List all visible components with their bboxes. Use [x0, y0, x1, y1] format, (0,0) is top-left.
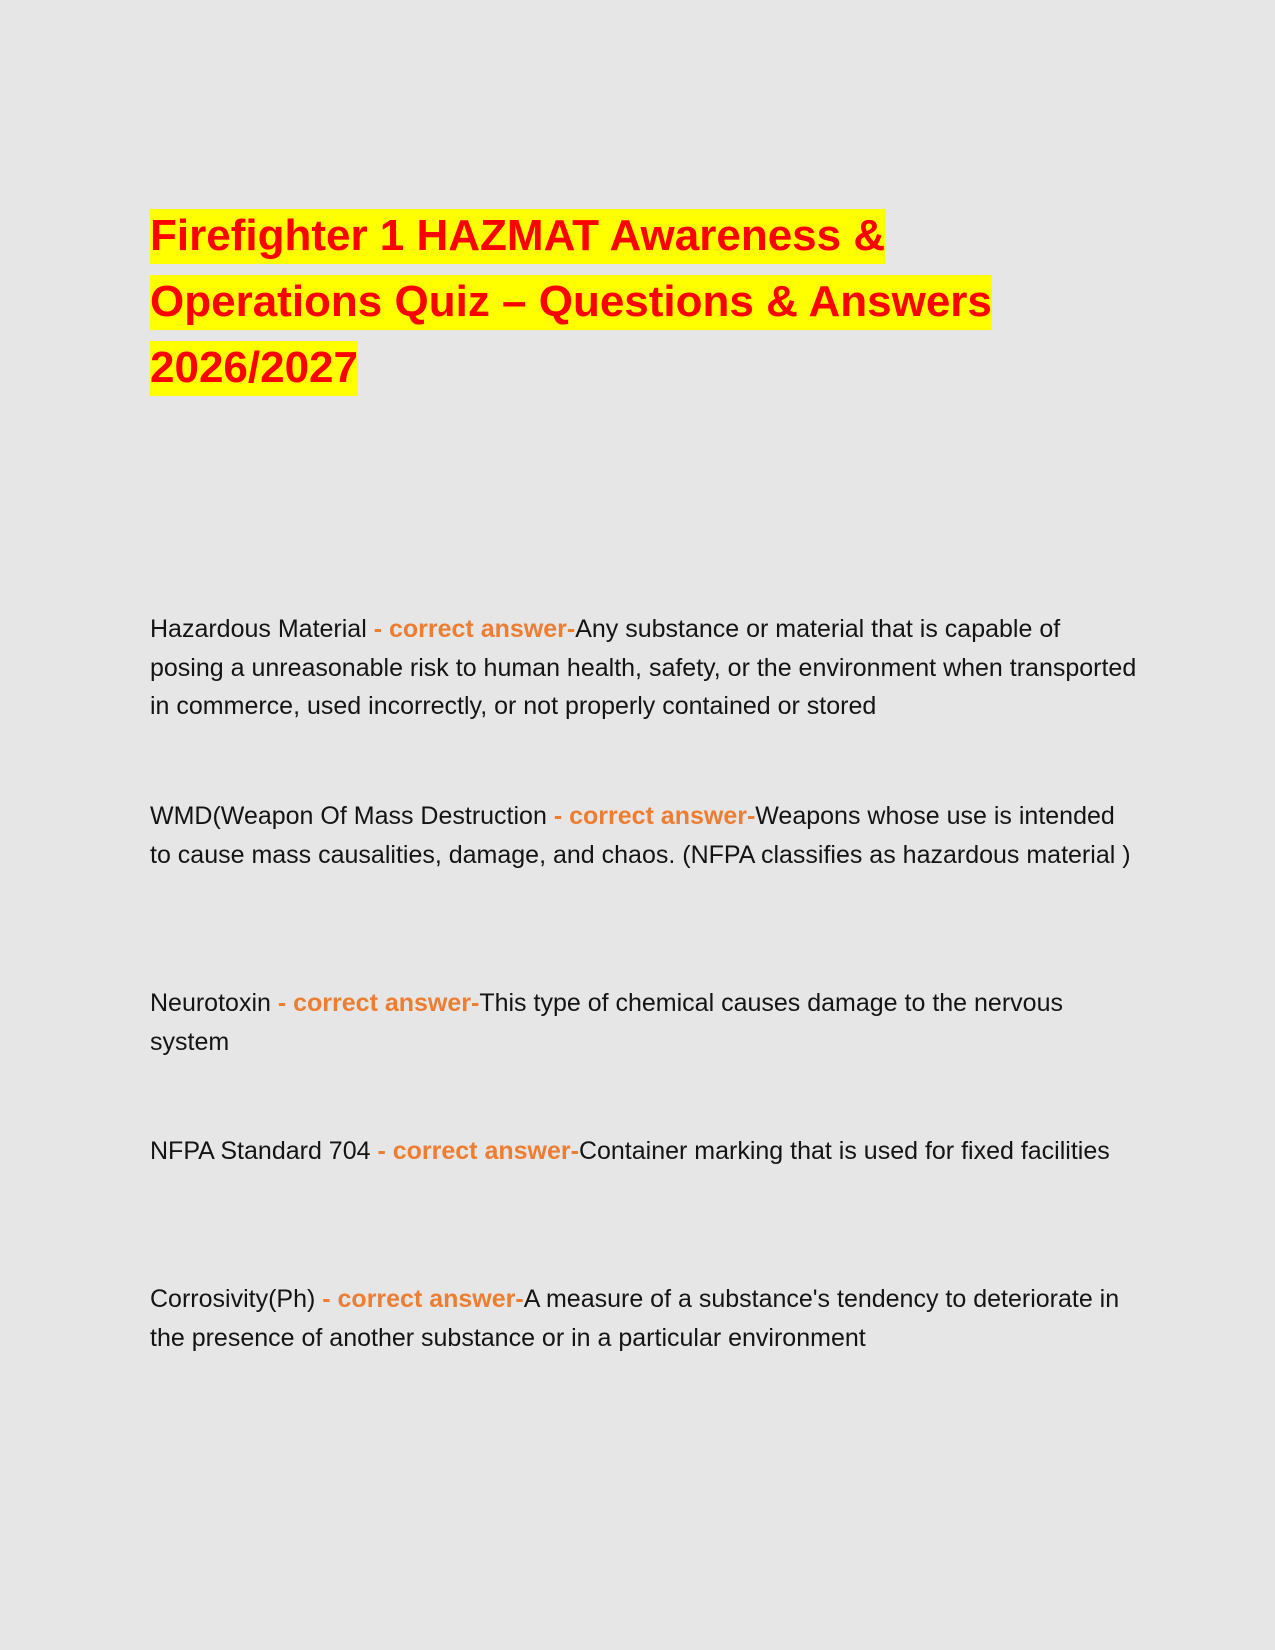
qa-term: Hazardous Material — [150, 615, 374, 643]
qa-separator: - correct answer- — [322, 1285, 524, 1313]
qa-definition: A measure of a substance's tendency to deteriorate in the presence of another substance or in a particular environment — [150, 1285, 1120, 1352]
title-line-1: Firefighter 1 HAZMAT Awareness & — [150, 209, 885, 264]
qa-separator: - correct answer- — [277, 989, 480, 1017]
qa-definition: Weapons whose use is intended to cause mass causalities, damage, and chaos. (NFPA classifies as hazardous material ) — [150, 802, 1131, 869]
qa-definition: Any substance or material that is capable of posing a unreasonable risk to human health, safety, or the environment when transported in commerce, used incorrectly, or not properly contained or stored — [150, 615, 1137, 720]
qa-item — [150, 1280, 1140, 1357]
document-title — [150, 203, 1150, 401]
qa-item — [150, 1132, 1140, 1171]
qa-item — [150, 610, 1140, 726]
qa-term: Corrosivity(Ph) — [150, 1285, 323, 1313]
qa-term: Neurotoxin — [150, 989, 278, 1017]
title-line-3: 2026/2027 — [150, 341, 358, 396]
qa-separator: - correct answer- — [377, 1137, 579, 1165]
qa-item — [150, 797, 1140, 874]
qa-separator: - correct answer- — [373, 615, 576, 643]
title-line-2: Operations Quiz – Questions & Answers — [150, 275, 992, 330]
qa-item — [150, 984, 1140, 1061]
qa-separator: - correct answer- — [553, 802, 756, 830]
qa-definition: Container marking that is used for fixed facilities — [578, 1137, 1110, 1165]
qa-term: WMD(Weapon Of Mass Destruction — [150, 802, 554, 830]
qa-definition: This type of chemical causes damage to the nervous system — [150, 989, 1063, 1056]
qa-term: NFPA Standard 704 — [150, 1137, 378, 1165]
